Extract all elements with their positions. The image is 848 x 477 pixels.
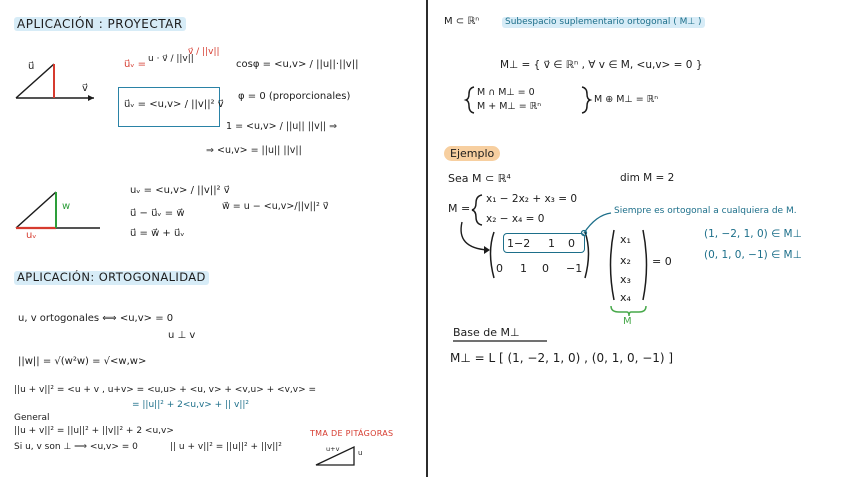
base-title: Base de M⊥ xyxy=(453,326,520,339)
cos-equation: cosφ = <u,v> / ||u||·||v|| xyxy=(236,59,359,70)
equals-zero: = 0 xyxy=(652,255,672,268)
general-equation: ||u + v||² = ||u||² + ||v||² + 2 <u,v> xyxy=(14,426,174,436)
suplementario-title: Subespacio suplementario ortogonal ( M⊥ ) xyxy=(502,17,705,28)
mperp-definition: M⊥ = { v⃗ ∈ ℝⁿ , ∀ v ∈ M, <u,v> = 0 } xyxy=(500,59,703,71)
uv-def-mid: u · v⃗ / ||v|| xyxy=(148,54,194,64)
matrix-cell: 1 xyxy=(507,237,514,250)
sea-m: Sea M ⊂ ℝ⁴ xyxy=(448,172,511,185)
label-vec-v: v⃗ xyxy=(82,83,88,94)
page-divider xyxy=(426,0,428,477)
projection-diagram-2 xyxy=(16,192,100,228)
x-component: x₄ xyxy=(620,291,631,304)
implies-equation: ⇒ <u,v> = ||u|| ||v|| xyxy=(206,145,302,156)
heading-ortogonalidad: APLICACIÓN: ORTOGONALIDAD xyxy=(14,271,209,285)
orto-line-1: u, v ortogonales ⟺ <u,v> = 0 xyxy=(18,313,174,324)
row-highlight xyxy=(503,233,585,253)
direct-sum: M ⊕ M⊥ = ℝⁿ xyxy=(594,94,658,105)
m-equals: M = xyxy=(448,202,471,215)
x-component: x₂ xyxy=(620,254,631,267)
x-component: x₁ xyxy=(620,233,631,246)
mperp-vector-1: (1, −2, 1, 0) ∈ M⊥ xyxy=(704,228,802,240)
x-component: x₃ xyxy=(620,273,631,286)
pitagoras-title: TMA DE PITÁGORAS xyxy=(310,429,394,438)
matrix-cell: −2 xyxy=(514,237,531,250)
mperp-vector-2: (0, 1, 0, −1) ∈ M⊥ xyxy=(704,249,802,261)
one-equation: 1 = <u,v> / ||u|| ||v|| ⇒ xyxy=(226,121,338,132)
label-uv: uᵥ xyxy=(26,230,37,241)
phi-zero: φ = 0 (proporcionales) xyxy=(238,91,351,102)
matrix-cell: 0 xyxy=(496,262,503,275)
expansion-line-2: = ||u||² + 2<u,v> + || v||² xyxy=(132,400,249,410)
base-equation: M⊥ = L [ (1, −2, 1, 0) , (0, 1, 0, −1) ] xyxy=(450,351,674,365)
box-equation: u⃗ᵥ = <u,v> / ||v||² v⃗ xyxy=(124,99,224,110)
matrix-cell: −1 xyxy=(566,262,583,275)
dim-m: dim M = 2 xyxy=(620,172,675,184)
matrix-cell: 0 xyxy=(542,262,549,275)
uv-def-lhs: u⃗ᵥ = xyxy=(124,59,147,70)
proj-eq-2: u⃗ − u⃗ᵥ = w⃗ xyxy=(130,208,185,219)
triangle-side-label: u xyxy=(358,449,363,457)
w-equation: w⃗ = u − <u,v>/||v||² v⃗ xyxy=(222,201,329,212)
system-line-1: M ∩ M⊥ = 0 xyxy=(477,87,535,98)
matrix-cell: 0 xyxy=(568,237,575,250)
expansion-line-1: ||u + v||² = <u + v , u+v> = <u,u> + <u, v> + <v,u> + <v,v> = xyxy=(14,385,317,395)
norm-equation: ||w|| = √(w²w) = √<w,w> xyxy=(18,356,147,367)
note-pointer xyxy=(584,213,611,233)
label-vec-u: u⃗ xyxy=(28,61,35,72)
triangle-hyp-label: u+v xyxy=(326,445,340,453)
matrix-cell: 1 xyxy=(548,237,555,250)
brace-m-label: M xyxy=(623,316,632,327)
arrow-curve xyxy=(461,222,488,250)
m-subset: M ⊂ ℝⁿ xyxy=(444,16,480,27)
matrix-cell: 1 xyxy=(520,262,527,275)
m-equation-1: x₁ − 2x₂ + x₃ = 0 xyxy=(486,193,578,205)
ortogonal-note: Siempre es ortogonal a cualquiera de M. xyxy=(614,206,797,216)
proj-eq-3: u⃗ = w⃗ + u⃗ᵥ xyxy=(130,228,185,239)
m-equation-2: x₂ − x₄ = 0 xyxy=(486,213,545,225)
heading-proyectar: APLICACIÓN : PROYECTAR xyxy=(14,17,186,31)
proj-eq-1: uᵥ = <u,v> / ||v||² v⃗ xyxy=(130,185,230,196)
pitagoras-equation: || u + v||² = ||u||² + ||v||² xyxy=(170,442,282,452)
si-equation: Si u, v son ⊥ ⟹ <u,v> = 0 xyxy=(14,442,138,452)
general-label: General xyxy=(14,413,50,423)
ejemplo-heading: Ejemplo xyxy=(444,146,500,161)
system-line-2: M + M⊥ = ℝⁿ xyxy=(477,101,541,112)
orto-line-2: u ⊥ v xyxy=(168,330,196,341)
label-w: w xyxy=(62,201,71,212)
uv-def-rhs: v⃗ / ||v|| xyxy=(188,47,220,57)
